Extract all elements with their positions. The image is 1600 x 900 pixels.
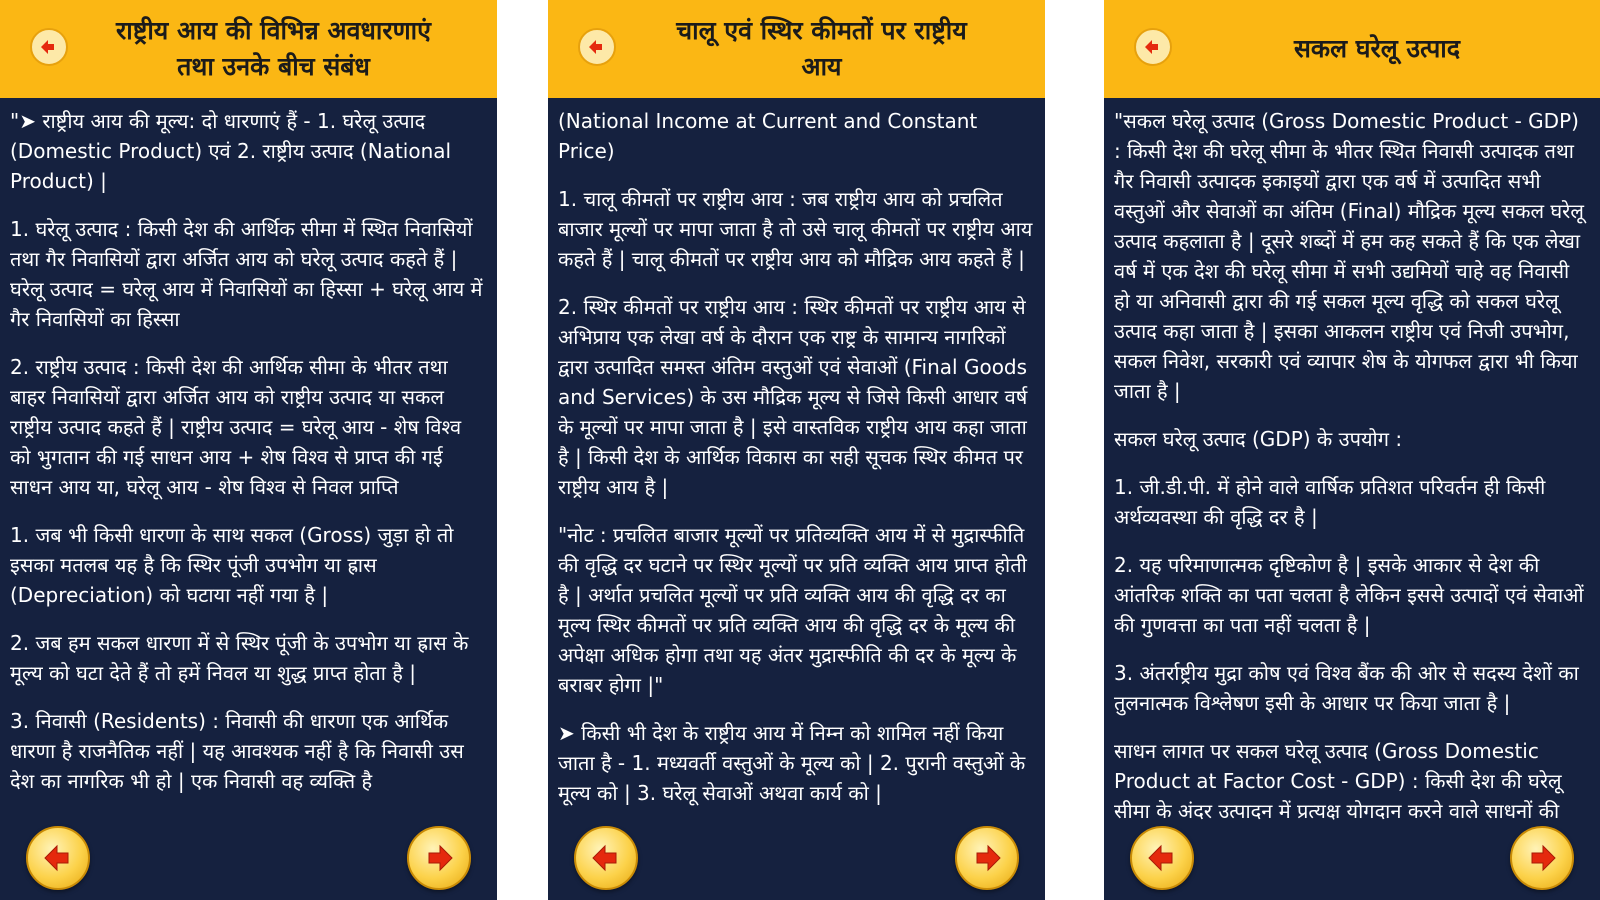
paragraph: (National Income at Current and Constant Price)	[558, 109, 978, 163]
next-arrow-icon	[970, 841, 1004, 875]
paragraph: 1. जी.डी.पी. में होने वाले वार्षिक प्रतिशत परिवर्तन ही किसी अर्थव्यवस्था की वृद्धि दर है |	[1114, 475, 1546, 529]
panel-national-income-concepts	[0, 0, 497, 900]
panel-header	[1104, 0, 1600, 98]
previous-page-button[interactable]	[1130, 826, 1194, 890]
page-title-line-1: चालू एवं स्थिर कीमतों पर राष्ट्रीय	[676, 16, 967, 45]
paragraph: "➤ राष्ट्रीय आय की मूल्य: दो धारणाएं हैं - 1. घरेलू उत्पाद (Domestic Product) एवं 2. राष्ट्रीय उत्पाद (National Product) |	[10, 109, 452, 193]
paragraph: साधन लागत पर सकल घरेलू उत्पाद (Gross Domestic Product at Factor Cost - GDP) : किसी देश की घरेलू सीमा के अंदर उत्पादन में प्रत्यक्ष योगदान करने वाले साधनों की	[1114, 739, 1562, 823]
article-content	[558, 106, 1035, 900]
article-content	[10, 106, 487, 900]
next-page-button[interactable]	[955, 826, 1019, 890]
panel-national-income-current-constant-prices	[548, 0, 1045, 900]
panel-gross-domestic-product	[1104, 0, 1600, 900]
page-title	[618, 0, 1025, 98]
article-content	[1114, 106, 1586, 900]
prev-arrow-icon	[1145, 841, 1179, 875]
panel-header	[548, 0, 1045, 98]
paragraph: 1. चालू कीमतों पर राष्ट्रीय आय : जब राष्ट्रीय आय को प्रचलित बाजार मूल्यों पर मापा जाता है तो उसे चालू कीमतों पर राष्ट्रीय आय कहते हैं | चालू कीमतों पर राष्ट्रीय आय को मौद्रिक आय कहते हैं |	[558, 187, 1033, 271]
paragraph: सकल घरेलू उत्पाद (GDP) के उपयोग :	[1114, 427, 1403, 451]
page-title-line-2: तथा उनके बीच संबंध	[177, 52, 370, 81]
page-title-line-1: राष्ट्रीय आय की विभिन्न अवधारणाएं	[116, 16, 431, 45]
paragraph: 2. जब हम सकल धारणा में से स्थिर पूंजी के उपभोग या ह्रास के मूल्य को घटा देते हैं तो हमें निवल या शुद्ध प्राप्त होता है |	[10, 631, 469, 685]
back-arrow-icon	[587, 37, 607, 57]
page-title	[70, 0, 477, 98]
previous-page-button[interactable]	[26, 826, 90, 890]
next-page-button[interactable]	[1510, 826, 1574, 890]
paragraph: 1. घरेलू उत्पाद : किसी देश की आर्थिक सीमा में स्थित निवासियों तथा गैर निवासियों द्वारा अर्जित आय को घरेलू उत्पाद कहते हैं | घरेलू उत्पाद = घरेलू आय में निवासियों का हिस्सा + घरेलू आय में गैर निवासियों का हिस्सा	[10, 217, 483, 331]
paragraph: 2. राष्ट्रीय उत्पाद : किसी देश की आर्थिक सीमा के भीतर तथा बाहर निवासियों द्वारा अर्जित आय को राष्ट्रीय उत्पाद या सकल राष्ट्रीय उत्पाद कहते हैं | राष्ट्रीय उत्पाद = घरेलू आय - शेष विश्व को भुगतान की गई साधन आय + शेष विश्व से प्राप्त की गई साधन आय या, घरेलू आय - शेष विश्व से निवल प्राप्ति	[10, 355, 462, 499]
back-button[interactable]	[30, 28, 68, 66]
paragraph: ➤ किसी भी देश के राष्ट्रीय आय में निम्न को शामिल नहीं किया जाता है - 1. मध्यवर्ती वस्तुओं के मूल्य को | 2. पुरानी वस्तुओं के मूल्य को | 3. घरेलू सेवाओं अथवा कार्य को |	[558, 721, 1026, 805]
page-title	[1174, 0, 1580, 98]
prev-arrow-icon	[41, 841, 75, 875]
panel-header	[0, 0, 497, 98]
next-arrow-icon	[422, 841, 456, 875]
prev-arrow-icon	[589, 841, 623, 875]
next-arrow-icon	[1525, 841, 1559, 875]
previous-page-button[interactable]	[574, 826, 638, 890]
paragraph: 2. स्थिर कीमतों पर राष्ट्रीय आय : स्थिर कीमतों पर राष्ट्रीय आय से अभिप्राय एक लेखा वर्ष के दौरान एक राष्ट्र के सामान्य नागरिकों द्वारा उत्पादित समस्त अंतिम वस्तुओं एवं सेवाओं (Final Goods and Services) के उस मौद्रिक मूल्य से जिसे किसी आधार वर्ष के मूल्यों पर मापा जाता है | इसे वास्तविक राष्ट्रीय आय कहा जाता है | किसी देश के आर्थिक विकास का सही सूचक स्थिर कीमत पर राष्ट्रीय आय है |	[558, 295, 1028, 499]
back-arrow-icon	[1143, 37, 1163, 57]
paragraph: 1. जब भी किसी धारणा के साथ सकल (Gross) जुड़ा हो तो इसका मतलब यह है कि स्थिर पूंजी उपभोग या ह्रास (Depreciation) को घटाया नहीं गया है |	[10, 523, 454, 607]
paragraph: "सकल घरेलू उत्पाद (Gross Domestic Product - GDP) : किसी देश की घरेलू सीमा के भीतर स्थित निवासी उत्पादक तथा गैर निवासी उत्पादक इकाइयों द्वारा एक वर्ष में उत्पादित सभी वस्तुओं और सेवाओं का अंतिम (Final) मौद्रिक मूल्य सकल घरेलू उत्पाद कहलाता है | दूसरे शब्दों में हम कह सकते हैं कि एक लेखा वर्ष में एक देश की घरेलू सीमा में सभी उद्यमियों चाहे वह निवासी हो या अनिवासी द्वारा की गई सकल मूल्य वृद्धि को सकल घरेलू उत्पाद कहा जाता है | इसका आकलन राष्ट्रीय एवं निजी उपभोग, सकल निवेश, सरकारी एवं व्यापार शेष के योगफल द्वारा भी किया जाता है |	[1114, 109, 1584, 403]
back-button[interactable]	[578, 28, 616, 66]
paragraph: 3. अंतर्राष्ट्रीय मुद्रा कोष एवं विश्व बैंक की ओर से सदस्य देशों का तुलनात्मक विश्लेषण इसी के आधार पर किया जाता है |	[1114, 661, 1579, 715]
back-button[interactable]	[1134, 28, 1172, 66]
back-arrow-icon	[39, 37, 59, 57]
paragraph: 2. यह परिमाणात्मक दृष्टिकोण है | इसके आकार से देश की आंतरिक शक्ति का पता चलता है लेकिन इससे उत्पादों एवं सेवाओं की गुणवत्ता का पता नहीं चलता है |	[1114, 553, 1584, 637]
page-title-line-1: सकल घरेलू उत्पाद	[1293, 34, 1461, 63]
page-title-line-2: आय	[801, 52, 842, 81]
paragraph: "नोट : प्रचलित बाजार मूल्यों पर प्रतिव्यक्ति आय में से मुद्रास्फीति की वृद्धि दर घटाने पर स्थिर मूल्यों पर प्रति व्यक्ति आय प्राप्त होती है | अर्थात प्रचलित मूल्यों पर प्रति व्यक्ति आय की वृद्धि दर का मूल्य स्थिर कीमतों पर प्रति व्यक्ति आय की वृद्धि दर के मूल्य की अपेक्षा अधिक होगा तथा यह अंतर मुद्रास्फीति की दर के मूल्य के बराबर होगा |"	[558, 523, 1027, 697]
paragraph: 3. निवासी (Residents) : निवासी की धारणा एक आर्थिक धारणा है राजनैतिक नहीं | यह आवश्यक नहीं है कि निवासी उस देश का नागरिक भी हो | एक निवासी वह व्यक्ति है	[10, 709, 464, 793]
next-page-button[interactable]	[407, 826, 471, 890]
